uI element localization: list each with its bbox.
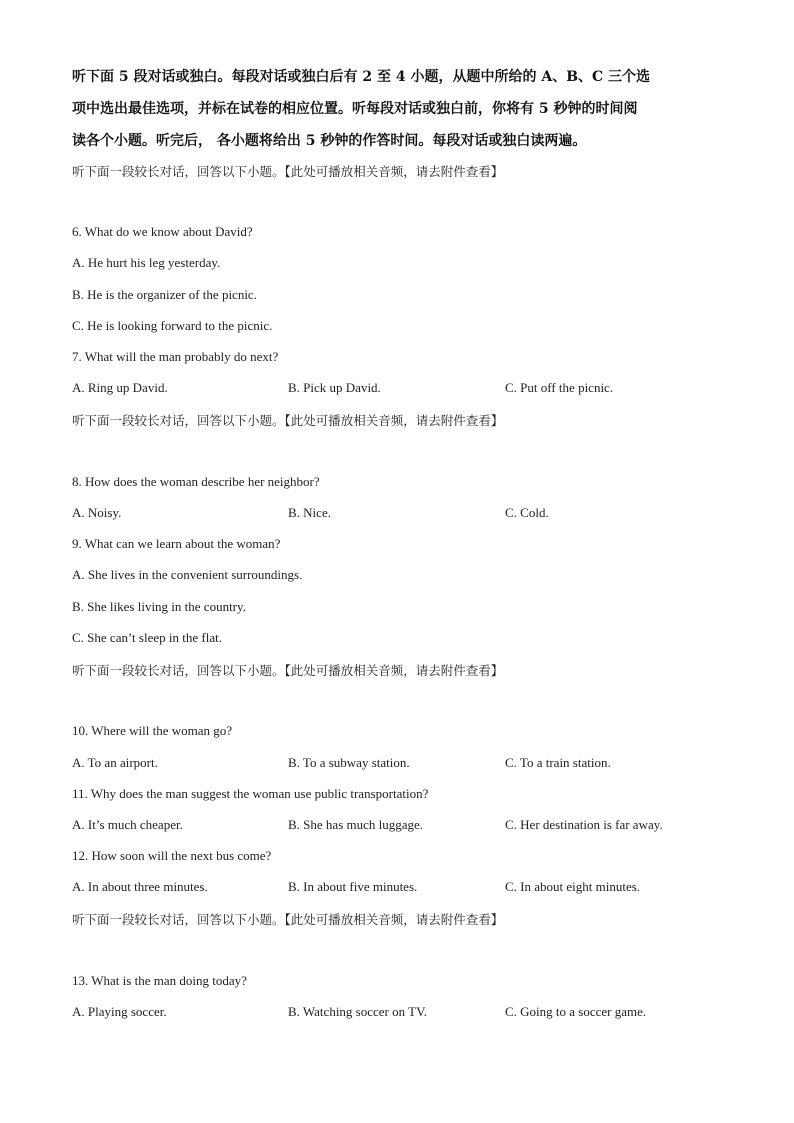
question-12: 12. How soon will the next bus come? [72,848,272,863]
question-13-option-c: C. Going to a soccer game. [505,1004,647,1019]
question-11-option-c: C. Her destination is far away. [505,817,663,832]
question-13: 13. What is the man doing today? [72,973,247,988]
audio-note: 听下面一段较长对话，回答以下小题。【此处可播放相关音频，请去附件查看】 [72,912,504,927]
question-6-option-a: A. He hurt his leg yesterday. [72,255,221,270]
instructions-line-1: 听下面 5 段对话或独白。每段对话或独白后有 2 至 4 小题，从题中所给的 A、B、C 三个选 [72,69,651,85]
question-8: 8. How does the woman describe her neighbor? [72,474,320,489]
question-6-option-b: B. He is the organizer of the picnic. [72,287,257,302]
question-8-option-a: A. Noisy. [72,505,122,520]
question-9-option-a: A. She lives in the convenient surroundings. [72,567,303,582]
question-9: 9. What can we learn about the woman? [72,536,281,551]
question-12-option-a: A. In about three minutes. [72,879,208,894]
question-9-option-c: C. She can’t sleep in the flat. [72,630,222,645]
question-7-option-b: B. Pick up David. [288,380,381,395]
instructions-line-3: 读各个小题。听完后， 各小题将给出 5 秒钟的作答时间。每段对话或独白读两遍。 [72,133,587,149]
question-8-option-b: B. Nice. [288,505,331,520]
question-11-option-a: A. It’s much cheaper. [72,817,183,832]
question-13-option-a: A. Playing soccer. [72,1004,167,1019]
instructions-line-2: 项中选出最佳选项，并标在试卷的相应位置。听每段对话或独白前，你将有 5 秒钟的时间阅 [72,101,638,117]
question-10-option-a: A. To an airport. [72,755,158,770]
question-7-option-a: A. Ring up David. [72,380,168,395]
question-11-option-b: B. She has much luggage. [288,817,424,832]
question-10-option-b: B. To a subway station. [288,755,410,770]
audio-note: 听下面一段较长对话，回答以下小题。【此处可播放相关音频，请去附件查看】 [72,413,504,428]
audio-note: 听下面一段较长对话，回答以下小题。【此处可播放相关音频，请去附件查看】 [72,164,504,179]
question-10: 10. Where will the woman go? [72,723,233,738]
question-8-option-c: C. Cold. [505,505,549,520]
question-10-option-c: C. To a train station. [505,755,611,770]
question-12-option-b: B. In about five minutes. [288,879,418,894]
question-9-option-b: B. She likes living in the country. [72,599,246,614]
question-6: 6. What do we know about David? [72,224,253,239]
question-6-option-c: C. He is looking forward to the picnic. [72,318,273,333]
question-13-option-b: B. Watching soccer on TV. [288,1004,428,1019]
question-7: 7. What will the man probably do next? [72,349,279,364]
question-11: 11. Why does the man suggest the woman use public transportation? [72,786,429,801]
question-12-option-c: C. In about eight minutes. [505,879,641,894]
question-7-option-c: C. Put off the picnic. [505,380,614,395]
audio-note: 听下面一段较长对话，回答以下小题。【此处可播放相关音频，请去附件查看】 [72,663,504,678]
